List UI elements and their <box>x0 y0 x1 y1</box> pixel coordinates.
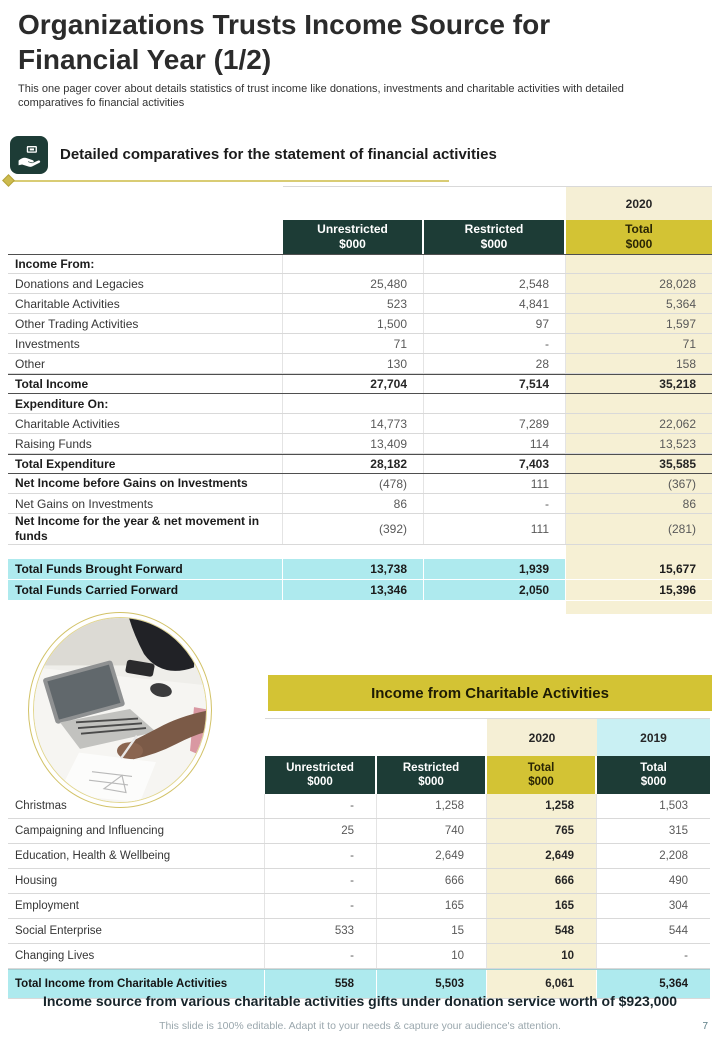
year-2020-cell: 2020 <box>566 186 712 220</box>
row-label: Total Income <box>8 375 283 393</box>
row-value <box>283 255 424 273</box>
row-value <box>424 545 566 559</box>
table-row <box>8 580 712 601</box>
row-value: 28,182 <box>283 455 424 473</box>
table-row <box>8 354 712 374</box>
row-value: 666 <box>377 869 487 893</box>
table-row <box>8 434 712 454</box>
empty-cell <box>8 186 283 220</box>
row-value: 765 <box>487 819 597 843</box>
row-label: Christmas <box>8 794 265 818</box>
row-value: 165 <box>377 894 487 918</box>
row-value: 548 <box>487 919 597 943</box>
row-value: 130 <box>283 354 424 373</box>
row-value: 25 <box>265 819 377 843</box>
row-value: 71 <box>283 334 424 353</box>
row-value <box>283 394 424 413</box>
table-row <box>8 294 712 314</box>
empty-cell <box>8 718 265 756</box>
col-header-restricted <box>424 220 566 254</box>
row-label: Total Income from Charitable Activities <box>8 970 265 998</box>
table-row <box>8 334 712 354</box>
table1-year-row <box>8 186 712 220</box>
table1-header-row <box>8 220 712 254</box>
col-header-title: Restricted <box>464 222 524 236</box>
row-label: Net Income for the year & net movement in funds <box>8 514 283 544</box>
row-value: 97 <box>424 314 566 333</box>
col-header-restricted <box>377 756 487 794</box>
table-row <box>8 494 712 514</box>
table-row <box>8 414 712 434</box>
row-value <box>566 394 712 413</box>
row-label: Education, Health & Wellbeing <box>8 844 265 868</box>
bottom-note: Income source from various charitable activities gifts under donation service worth of $923,000 <box>42 993 678 1009</box>
col-header-total-2020 <box>566 220 712 254</box>
section-title: Detailed comparatives for the statement of financial activities <box>60 146 497 163</box>
row-value: - <box>684 950 688 962</box>
footer-text: This slide is 100% editable. Adapt it to your needs & capture your audience's attention. <box>159 1020 561 1032</box>
row-value: 5,503 <box>377 970 487 998</box>
row-value: 5,364 <box>566 294 712 313</box>
row-value: 1,258 <box>487 794 597 818</box>
row-label: Total Funds Brought Forward <box>8 559 283 579</box>
col-header-unit: $000 <box>418 776 444 788</box>
empty-cell <box>424 186 566 220</box>
row-label: Expenditure On: <box>8 394 283 413</box>
row-value: 4,841 <box>424 294 566 313</box>
col-header-title: Total <box>527 761 555 774</box>
row-value: 13,346 <box>283 580 424 600</box>
page-subtitle: This one pager cover about details statistics of trust income like donations, investments and charitable activities with detailed comparatives fo financial activities <box>18 83 624 110</box>
table-spacer-row <box>8 545 712 559</box>
row-value: - <box>424 334 566 353</box>
table-row <box>8 274 712 294</box>
row-value <box>566 255 712 273</box>
col-header-title: Total <box>640 761 667 774</box>
row-value: 5,364 <box>597 970 710 998</box>
col-header-unit: $000 <box>640 776 667 788</box>
table-row <box>8 474 712 494</box>
row-label: Employment <box>8 894 265 918</box>
col-header-title: Unrestricted <box>286 761 354 774</box>
row-value: 2,548 <box>424 274 566 293</box>
row-value: 666 <box>487 869 597 893</box>
row-label: Income From: <box>8 255 283 273</box>
empty-cell <box>377 718 487 756</box>
col-header-unrestricted <box>283 220 424 254</box>
row-label: Total Funds Carried Forward <box>8 580 283 600</box>
row-label <box>8 601 283 614</box>
row-value: 35,218 <box>566 375 712 393</box>
row-value: 13,409 <box>283 434 424 453</box>
row-label: Net Income before Gains on Investments <box>8 474 283 493</box>
year-2019-cell: 2019 <box>597 718 710 756</box>
row-value: 1,503 <box>659 800 688 812</box>
row-value: 7,289 <box>424 414 566 433</box>
row-value <box>424 601 566 614</box>
table1-body <box>8 254 712 614</box>
row-value: 22,062 <box>566 414 712 433</box>
table-row <box>8 514 712 545</box>
col-header-unit: $000 <box>528 776 554 788</box>
table-row <box>8 944 710 969</box>
row-label: Investments <box>8 334 283 353</box>
col-header-unit: $000 <box>625 237 653 251</box>
row-value: - <box>265 944 377 968</box>
row-value: 523 <box>283 294 424 313</box>
empty-cell <box>8 756 265 794</box>
row-label <box>8 545 283 559</box>
col-header-unrestricted <box>265 756 377 794</box>
row-value <box>283 545 424 559</box>
table-row <box>8 894 710 919</box>
col-header-unit: $000 <box>307 776 333 788</box>
row-value: 111 <box>424 514 566 544</box>
table-row <box>8 314 712 334</box>
row-label: Social Enterprise <box>8 919 265 943</box>
row-value: 15 <box>377 919 487 943</box>
row-value <box>424 394 566 413</box>
table-row <box>8 559 712 580</box>
charitable-activities-table <box>8 718 710 999</box>
row-value: 158 <box>566 354 712 373</box>
row-label: Donations and Legacies <box>8 274 283 293</box>
table-row <box>8 819 710 844</box>
year-2020-cell: 2020 <box>487 718 597 756</box>
col-header-title: Total <box>625 222 653 236</box>
row-label: Other Trading Activities <box>8 314 283 333</box>
row-value: 2,208 <box>659 850 688 862</box>
row-value: 1,939 <box>424 559 566 579</box>
row-value: 6,061 <box>487 970 597 998</box>
row-value: (367) <box>566 474 712 493</box>
row-value: 558 <box>265 970 377 998</box>
table2-body <box>8 794 710 999</box>
row-value: - <box>424 494 566 513</box>
row-value: 35,585 <box>566 455 712 473</box>
table-row <box>8 844 710 869</box>
row-label: Campaigning and Influencing <box>8 819 265 843</box>
row-value: 28 <box>424 354 566 373</box>
table2-header-row <box>8 756 710 794</box>
page-number: 7 <box>702 1021 708 1032</box>
row-value: 25,480 <box>283 274 424 293</box>
row-value <box>566 601 712 614</box>
row-value: 1,258 <box>377 794 487 818</box>
col-header-total-2019 <box>597 756 710 794</box>
empty-cell <box>283 186 424 220</box>
row-value: - <box>265 894 377 918</box>
row-value: (478) <box>283 474 424 493</box>
col-header-title: Restricted <box>402 761 460 774</box>
row-label: Raising Funds <box>8 434 283 453</box>
page-title: Organizations Trusts Income Source for Financial Year (1/2) <box>18 9 551 75</box>
row-value: 2,649 <box>487 844 597 868</box>
row-value: 27,704 <box>283 375 424 393</box>
row-value: 13,738 <box>283 559 424 579</box>
table-row <box>8 794 710 819</box>
diamond-bullet-icon <box>2 174 15 187</box>
row-value: 304 <box>668 900 688 912</box>
row-label: Net Gains on Investments <box>8 494 283 513</box>
donation-hand-icon <box>10 136 48 174</box>
row-value: 740 <box>377 819 487 843</box>
row-value: 71 <box>566 334 712 353</box>
table-row <box>8 254 712 274</box>
table-row <box>8 919 710 944</box>
row-value: - <box>265 869 377 893</box>
col-header-title: Unrestricted <box>317 222 388 236</box>
section-divider <box>6 180 449 182</box>
col-header-unit: $000 <box>339 237 366 251</box>
row-label: Housing <box>8 869 265 893</box>
row-value: 86 <box>283 494 424 513</box>
row-value: 15,677 <box>566 559 712 579</box>
row-value: 7,403 <box>424 455 566 473</box>
row-value: 13,523 <box>566 434 712 453</box>
row-value: 165 <box>487 894 597 918</box>
row-label: Other <box>8 354 283 373</box>
row-value: 315 <box>668 825 688 837</box>
row-value: (392) <box>283 514 424 544</box>
row-value <box>424 255 566 273</box>
row-value: (281) <box>566 514 712 544</box>
row-value: 7,514 <box>424 375 566 393</box>
col-header-unit: $000 <box>480 237 508 251</box>
empty-cell <box>265 718 377 756</box>
row-value: 114 <box>424 434 566 453</box>
row-value: 533 <box>265 919 377 943</box>
row-value: 1,500 <box>283 314 424 333</box>
row-value: 1,597 <box>566 314 712 333</box>
row-value: - <box>265 794 377 818</box>
row-value: 2,050 <box>424 580 566 600</box>
table2-year-row <box>8 718 710 756</box>
row-value: 86 <box>566 494 712 513</box>
col-header-total-2020 <box>487 756 597 794</box>
empty-cell <box>8 220 283 254</box>
row-value <box>283 601 424 614</box>
row-value: 15,396 <box>566 580 712 600</box>
row-label: Changing Lives <box>8 944 265 968</box>
row-value: 111 <box>424 474 566 493</box>
financial-activities-table <box>8 186 712 614</box>
row-label: Charitable Activities <box>8 414 283 433</box>
row-label: Charitable Activities <box>8 294 283 313</box>
row-value: 28,028 <box>566 274 712 293</box>
row-value: - <box>265 844 377 868</box>
table-row <box>8 454 712 474</box>
row-value <box>566 545 712 559</box>
table2-banner: Income from Charitable Activities <box>268 675 712 711</box>
row-value: 10 <box>487 944 597 968</box>
table-row <box>8 394 712 414</box>
row-label: Total Expenditure <box>8 455 283 473</box>
row-value: 14,773 <box>283 414 424 433</box>
table-row <box>8 869 710 894</box>
row-value: 10 <box>377 944 487 968</box>
row-value: 2,649 <box>377 844 487 868</box>
row-value: 490 <box>668 875 688 887</box>
table-row <box>8 374 712 394</box>
row-value: 544 <box>668 925 688 937</box>
